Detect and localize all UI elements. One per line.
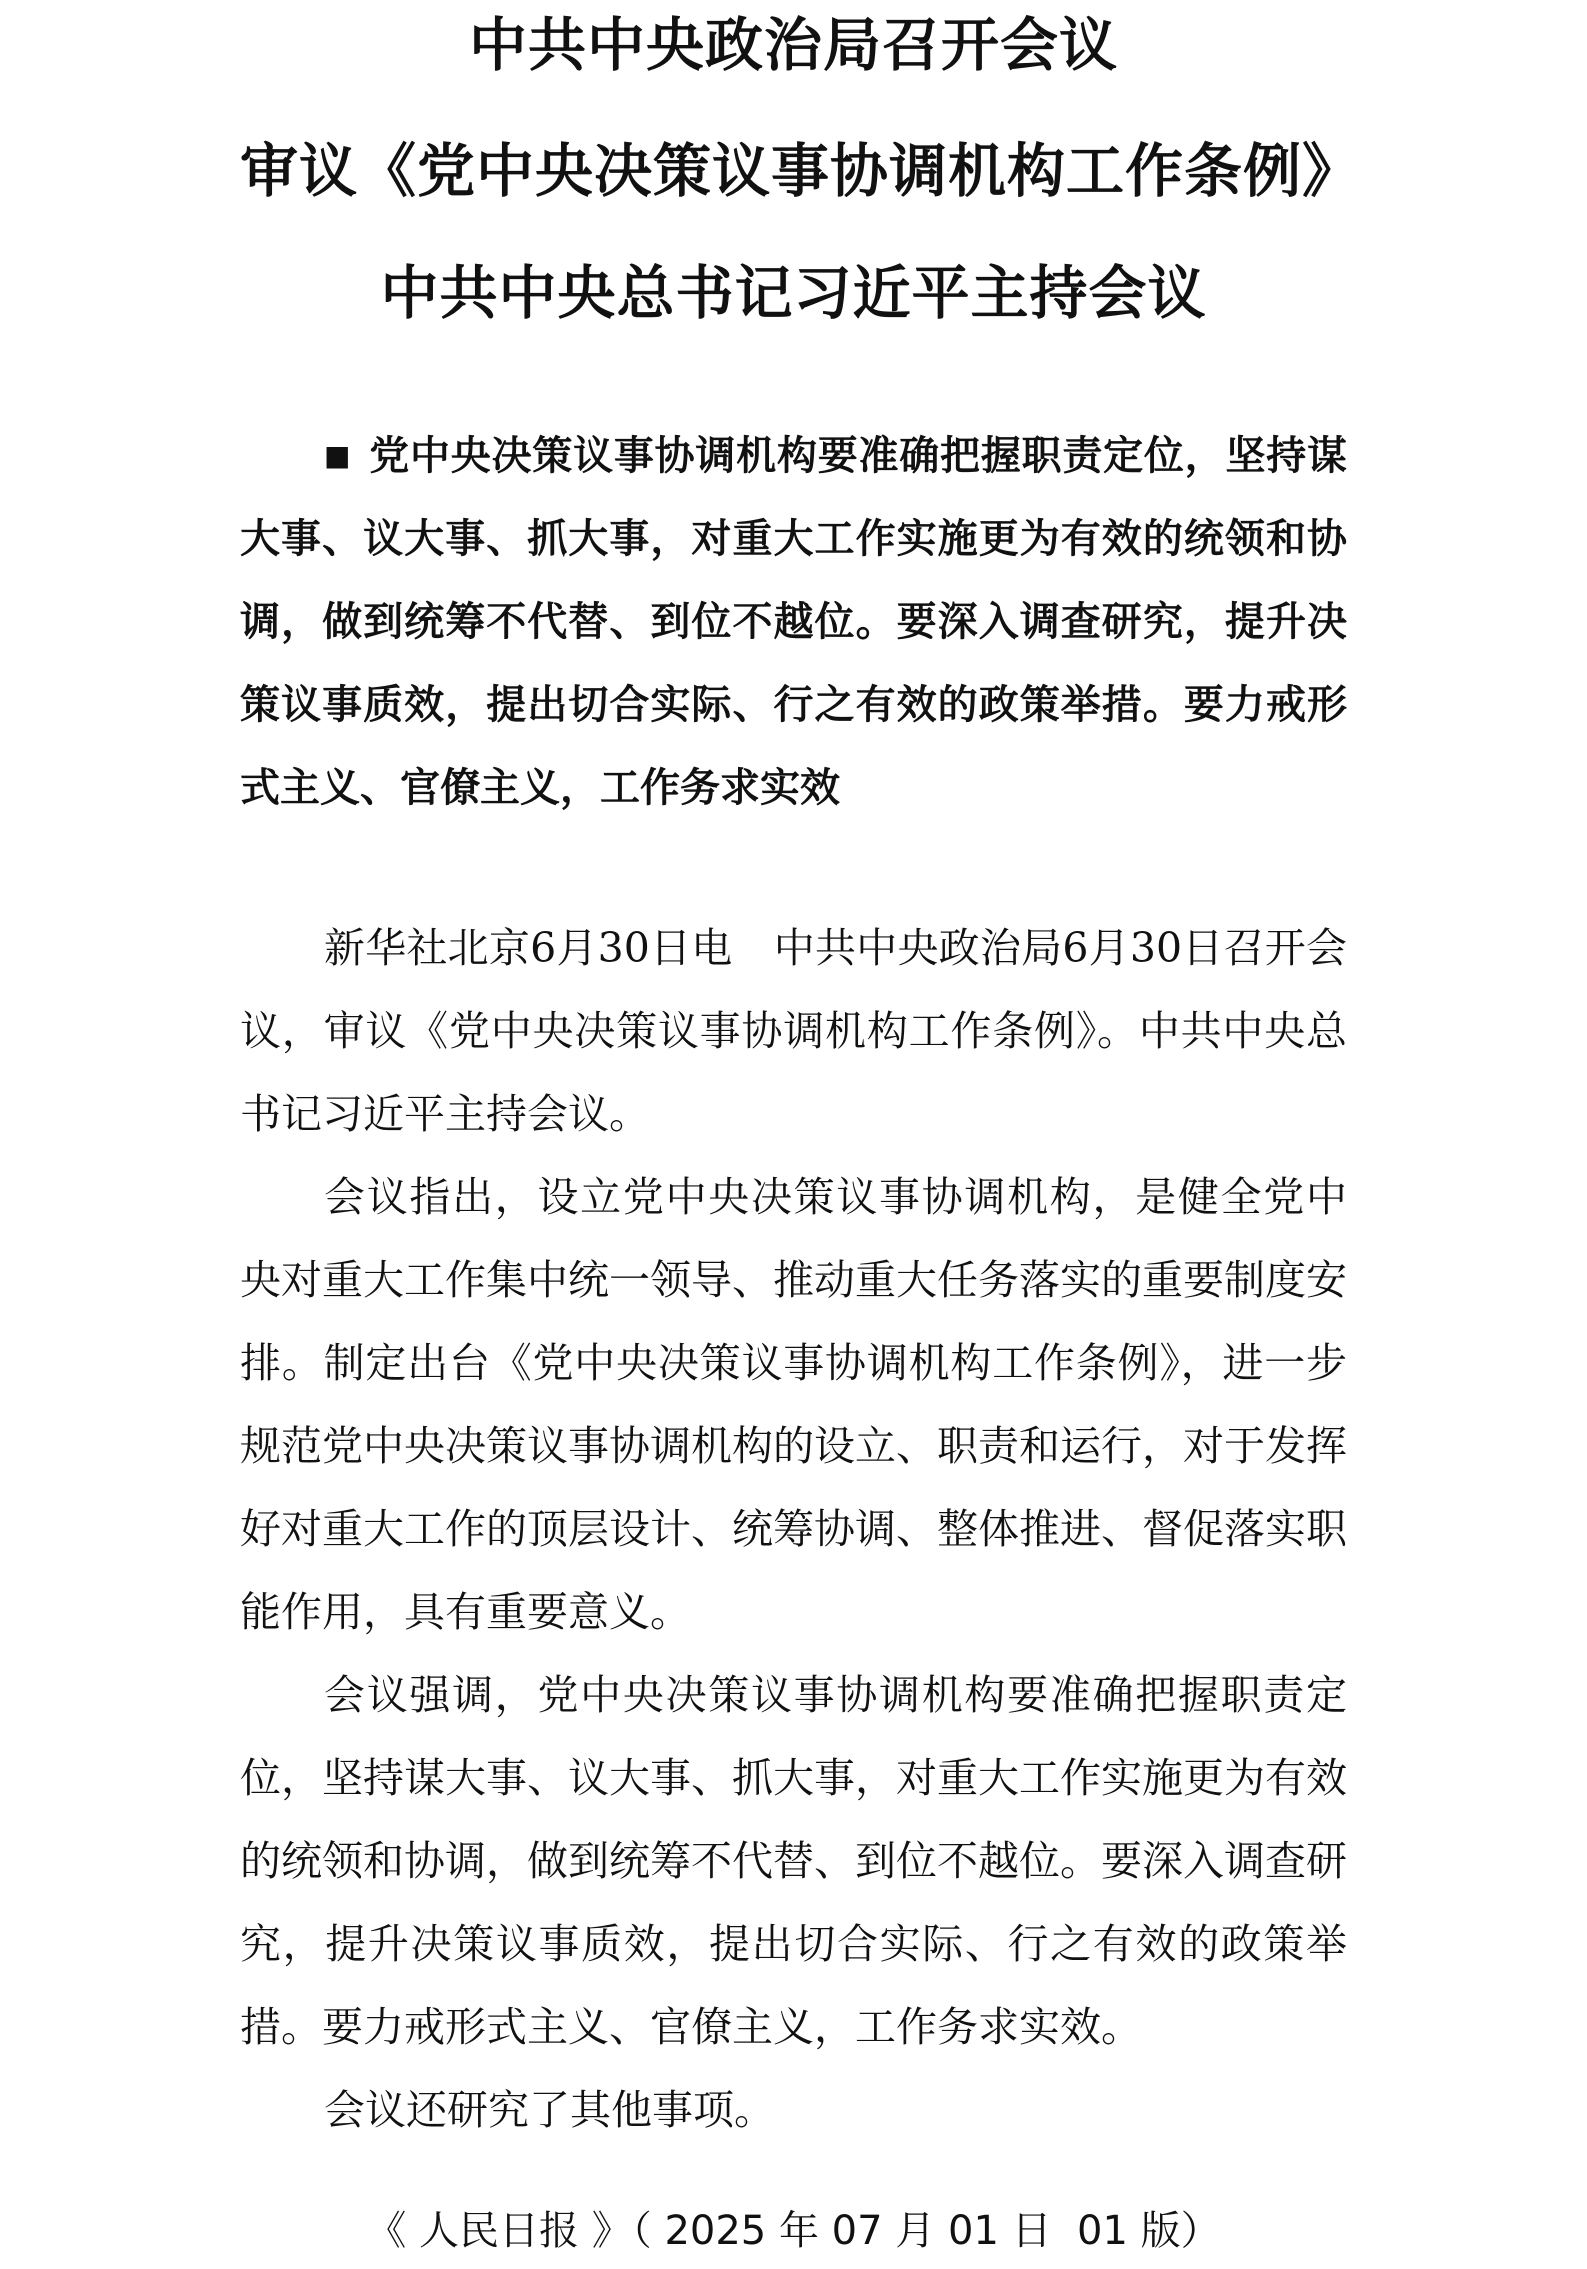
body-paragraph-4: 会议还研究了其他事项。 [324, 2086, 775, 2134]
summary-text: 党中央决策议事协调机构要准确把握职责定位，坚持谋大事、议大事、抓大事，对重大工作实施更为有效的统领和协调，做到统筹不代替、到位不越位。要深入调查研究，提升决策议事质效，提出切合实际、行之有效的政策举措。要力戒形式主义、官僚主义，工作务求实效 [240, 433, 1347, 811]
body-paragraph-2: 会议指出，设立党中央决策议事协调机构，是健全党中央对重大工作集中统一领导、推动重大任务落实的重要制度安排。制定出台《党中央决策议事协调机构工作条例》，进一步规范党中央决策议事协调机构的设立、职责和运行，对于发挥好对重大工作的顶层设计、统筹协调、整体推进、督促落实职能作用，具有重要意义。 [240, 1173, 1347, 1636]
summary-block [240, 414, 1347, 830]
body-paragraph-1: 新华社北京6月30日电 中共中央政治局6月30日召开会议，审议《党中央决策议事协调机构工作条例》。中共中央总书记习近平主持会议。 [240, 924, 1347, 1138]
article-body [240, 907, 1347, 2152]
body-paragraph-3: 会议强调，党中央决策议事协调机构要准确把握职责定位，坚持谋大事、议大事、抓大事，对重大工作实施更为有效的统领和协调，做到统筹不代替、到位不越位。要深入调查研究，提升决策议事质效，提出切合实际、行之有效的政策举措。要力戒形式主义、官僚主义，工作务求实效。 [240, 1671, 1347, 2051]
source-line: 《 人民日报 》（ 2025 年 07 月 01 日 01 版） [366, 2208, 1221, 2254]
square-bullet-icon: ■ [324, 439, 352, 472]
headline-line-1: 中共中央政治局召开会议 [468, 11, 1118, 79]
headline-line-2: 审议《党中央决策议事协调机构工作条例》 [240, 137, 1362, 205]
headline-line-3: 中共中央总书记习近平主持会议 [380, 259, 1207, 327]
